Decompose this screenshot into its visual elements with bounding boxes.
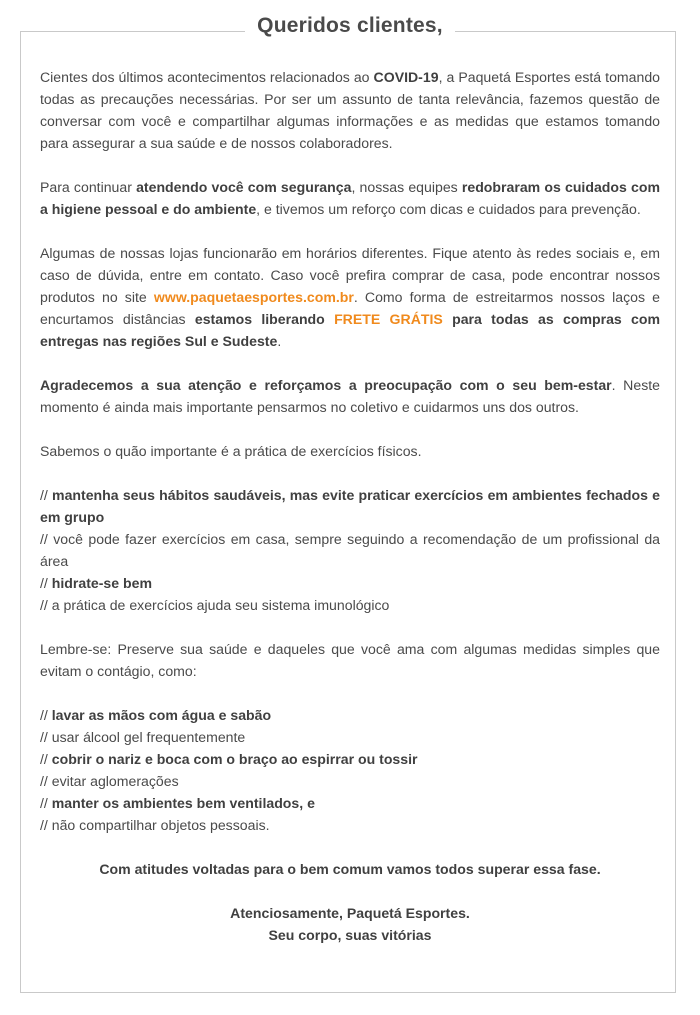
list-item-text: manter os ambientes bem ventilados, e: [51, 795, 315, 811]
list-item-text: a prática de exercícios ajuda seu sistema imunológico: [51, 597, 390, 613]
paragraph-hygiene: [40, 176, 660, 220]
list-item: [40, 484, 660, 528]
signature-line: Atenciosamente, Paquetá Esportes.: [230, 905, 470, 921]
list-item-text: evitar aglomerações: [51, 773, 179, 789]
list-item: [40, 572, 660, 594]
paragraph-prevention-intro: Lembre-se: Preserve sua saúde e daqueles que você ama com algumas medidas simples que evitam o contágio, como:: [40, 641, 660, 679]
list-item: [40, 528, 660, 572]
list-item: [40, 594, 660, 616]
paragraph-covid: [40, 66, 660, 154]
list-marker: //: [40, 575, 52, 591]
text: .: [277, 333, 282, 349]
text: Cientes dos últimos acontecimentos relacionados ao: [40, 69, 374, 85]
website-link[interactable]: www.paquetaesportes.com.br: [153, 289, 354, 305]
list-marker: //: [40, 597, 52, 613]
exercise-tips-list: [40, 484, 660, 616]
list-item: [40, 726, 660, 748]
free-shipping-highlight: FRETE GRÁTIS: [334, 311, 443, 327]
list-item-text: usar álcool gel frequentemente: [51, 729, 246, 745]
list-item-text: não compartilhar objetos pessoais.: [51, 817, 270, 833]
list-item-text: hidrate-se bem: [51, 575, 153, 591]
text: Para continuar: [40, 179, 137, 195]
paragraph-thanks: [40, 374, 660, 418]
text: . Como forma de estreitarmos nossos laços e encurtamos distâncias: [40, 289, 660, 327]
list-item: [40, 770, 660, 792]
list-marker: //: [40, 531, 54, 547]
list-item: [40, 748, 660, 770]
prevention-measures-list: [40, 704, 660, 836]
letter-body: [40, 66, 660, 946]
paragraph-exercise-intro: Sabemos o quão importante é a prática de exercícios físicos.: [40, 443, 422, 459]
list-item-text: cobrir o nariz e boca com o braço ao espirrar ou tossir: [51, 751, 418, 767]
highlight: atendendo você com segurança: [136, 179, 352, 195]
highlight: estamos liberando: [194, 311, 325, 327]
list-item: [40, 704, 660, 726]
highlight: redobraram os cuidados com a higiene pessoal e do ambiente: [40, 179, 660, 217]
text: , nossas equipes: [351, 179, 462, 195]
list-item-text: mantenha seus hábitos saudáveis, mas evite praticar exercícios em ambientes fechados e em grupo: [40, 487, 660, 525]
signature-slogan: Seu corpo, suas vitórias: [268, 927, 432, 943]
text: . Neste momento é ainda mais importante pensarmos no coletivo e cuidarmos uns dos outros.: [40, 377, 660, 415]
paragraph-stores: [40, 242, 660, 352]
list-marker: //: [40, 751, 52, 767]
list-item: [40, 792, 660, 814]
list-marker: //: [40, 729, 52, 745]
letter-title: Queridos clientes,: [245, 14, 455, 37]
list-marker: //: [40, 487, 53, 503]
list-marker: //: [40, 707, 52, 723]
highlight: para todas as compras com entregas nas regiões Sul e Sudeste: [40, 311, 661, 349]
list-item: [40, 814, 660, 836]
list-marker: //: [40, 795, 52, 811]
highlight: Agradecemos a sua atenção e reforçamos a preocupação com o seu bem-estar: [40, 377, 612, 393]
list-marker: //: [40, 773, 52, 789]
text: Algumas de nossas lojas funcionarão em horários diferentes. Fique atento às redes sociais e, em caso de dúvida, entre em contato. Caso você prefira comprar de casa, pode encontrar nossos produtos no site: [40, 245, 660, 305]
list-marker: //: [40, 817, 52, 833]
text: , a Paquetá Esportes está tomando todas as precauções necessárias. Por ser um assunto de tanta relevância, fazemos questão de conversar com você e compartilhar algumas informações e as medidas que estamos tomando para assegurar a sua saúde e de nossos colaboradores.: [40, 69, 660, 151]
closing-statement: Com atitudes voltadas para o bem comum vamos todos superar essa fase.: [99, 861, 601, 877]
list-item-text: você pode fazer exercícios em casa, sempre seguindo a recomendação de um profissional da área: [40, 531, 661, 569]
covid-keyword: COVID-19: [373, 69, 439, 85]
letter-title-wrap: [0, 14, 700, 38]
text: , e tivemos um reforço com dicas e cuidados para prevenção.: [256, 201, 641, 217]
list-item-text: lavar as mãos com água e sabão: [51, 707, 272, 723]
